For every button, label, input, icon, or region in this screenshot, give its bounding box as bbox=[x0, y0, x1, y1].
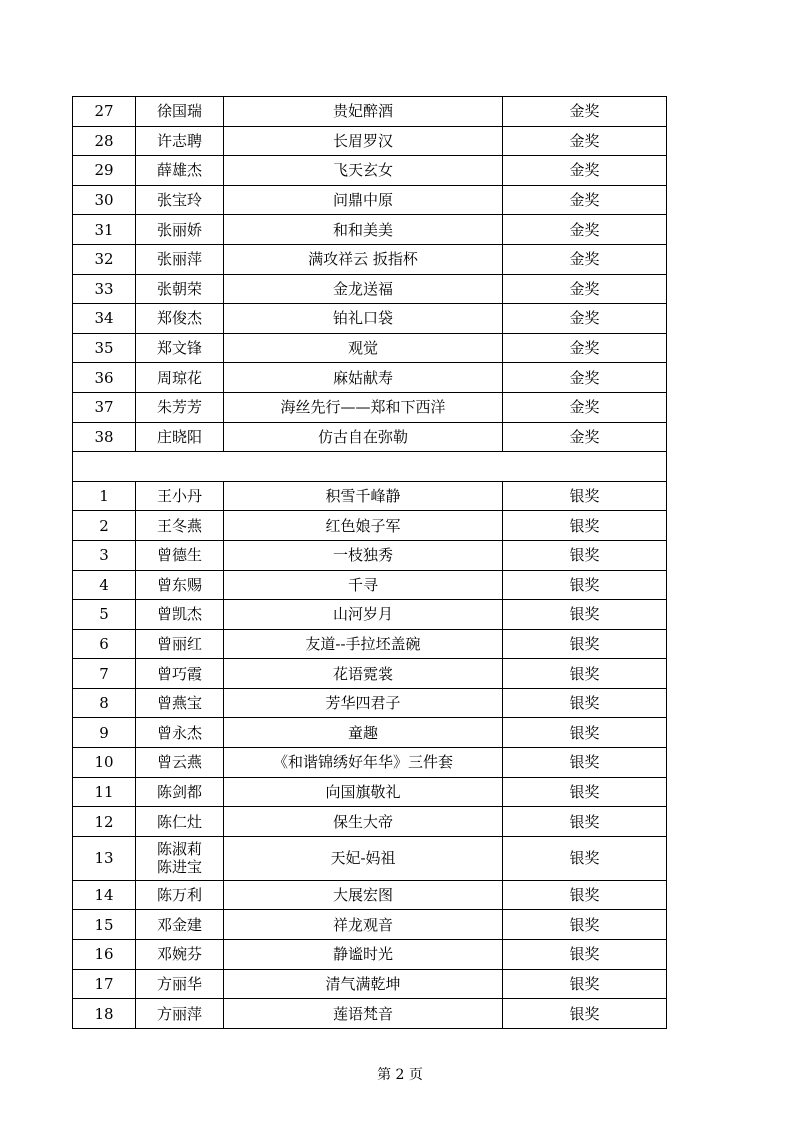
work-title: 山河岁月 bbox=[224, 600, 503, 630]
table-row bbox=[73, 511, 667, 541]
table-row bbox=[73, 570, 667, 600]
participant-name: 张丽萍 bbox=[136, 244, 224, 274]
award-level: 金奖 bbox=[503, 126, 667, 156]
row-number: 32 bbox=[73, 244, 136, 274]
work-title: 天妃-妈祖 bbox=[224, 836, 503, 880]
table-row bbox=[73, 156, 667, 186]
participant-name: 陈万利 bbox=[136, 880, 224, 910]
work-title: 海丝先行——郑和下西洋 bbox=[224, 392, 503, 422]
table-row bbox=[73, 126, 667, 156]
participant-name: 薛雄杰 bbox=[136, 156, 224, 186]
participant-name: 曾德生 bbox=[136, 540, 224, 570]
award-level: 银奖 bbox=[503, 999, 667, 1029]
participant-name: 曾丽红 bbox=[136, 629, 224, 659]
table-row bbox=[73, 540, 667, 570]
row-number: 33 bbox=[73, 274, 136, 304]
row-number: 7 bbox=[73, 659, 136, 689]
work-title: 铂礼口袋 bbox=[224, 304, 503, 334]
award-level: 金奖 bbox=[503, 422, 667, 452]
work-title: 飞天玄女 bbox=[224, 156, 503, 186]
participant-name: 张宝玲 bbox=[136, 185, 224, 215]
row-number: 31 bbox=[73, 215, 136, 245]
award-level: 银奖 bbox=[503, 600, 667, 630]
table-row bbox=[73, 940, 667, 970]
award-level: 金奖 bbox=[503, 244, 667, 274]
awards-table bbox=[72, 96, 667, 1029]
participant-name: 许志聘 bbox=[136, 126, 224, 156]
table-row bbox=[73, 910, 667, 940]
row-number: 34 bbox=[73, 304, 136, 334]
participant-name: 徐国瑞 bbox=[136, 97, 224, 127]
table-row bbox=[73, 185, 667, 215]
row-number: 18 bbox=[73, 999, 136, 1029]
row-number: 28 bbox=[73, 126, 136, 156]
table-row bbox=[73, 392, 667, 422]
award-level: 银奖 bbox=[503, 880, 667, 910]
award-level: 金奖 bbox=[503, 215, 667, 245]
work-title: 长眉罗汉 bbox=[224, 126, 503, 156]
participant-name: 曾凯杰 bbox=[136, 600, 224, 630]
page-footer: 第 2 页 bbox=[377, 1067, 423, 1083]
section-gap-row bbox=[73, 452, 667, 482]
award-level: 金奖 bbox=[503, 363, 667, 393]
work-title: 仿古自在弥勒 bbox=[224, 422, 503, 452]
work-title: 大展宏图 bbox=[224, 880, 503, 910]
section-gap-cell bbox=[73, 452, 667, 482]
award-level: 银奖 bbox=[503, 969, 667, 999]
row-number: 2 bbox=[73, 511, 136, 541]
award-level: 银奖 bbox=[503, 570, 667, 600]
participant-name: 方丽华 bbox=[136, 969, 224, 999]
row-number: 29 bbox=[73, 156, 136, 186]
table-row bbox=[73, 600, 667, 630]
row-number: 4 bbox=[73, 570, 136, 600]
work-title: 保生大帝 bbox=[224, 807, 503, 837]
work-title: 祥龙观音 bbox=[224, 910, 503, 940]
award-level: 银奖 bbox=[503, 807, 667, 837]
row-number: 14 bbox=[73, 880, 136, 910]
row-number: 5 bbox=[73, 600, 136, 630]
participant-name: 陈仁灶 bbox=[136, 807, 224, 837]
work-title: 芳华四君子 bbox=[224, 688, 503, 718]
award-level: 银奖 bbox=[503, 940, 667, 970]
work-title: 清气满乾坤 bbox=[224, 969, 503, 999]
award-level: 金奖 bbox=[503, 97, 667, 127]
participant-name: 朱芳芳 bbox=[136, 392, 224, 422]
work-title: 和和美美 bbox=[224, 215, 503, 245]
award-level: 银奖 bbox=[503, 659, 667, 689]
award-level: 银奖 bbox=[503, 748, 667, 778]
table-row bbox=[73, 304, 667, 334]
work-title: 花语霓裳 bbox=[224, 659, 503, 689]
award-level: 金奖 bbox=[503, 333, 667, 363]
participant-name: 周琼花 bbox=[136, 363, 224, 393]
table-row bbox=[73, 215, 667, 245]
work-title: 友道--手拉坯盖碗 bbox=[224, 629, 503, 659]
award-level: 金奖 bbox=[503, 392, 667, 422]
work-title: 积雪千峰静 bbox=[224, 481, 503, 511]
award-level: 银奖 bbox=[503, 688, 667, 718]
participant-name: 庄晓阳 bbox=[136, 422, 224, 452]
table-row bbox=[73, 999, 667, 1029]
participant-name: 曾巧霞 bbox=[136, 659, 224, 689]
work-title: 《和谐锦绣好年华》三件套 bbox=[224, 748, 503, 778]
table-row bbox=[73, 244, 667, 274]
participant-name: 张朝荣 bbox=[136, 274, 224, 304]
table-row bbox=[73, 422, 667, 452]
participant-name: 张丽娇 bbox=[136, 215, 224, 245]
row-number: 3 bbox=[73, 540, 136, 570]
row-number: 27 bbox=[73, 97, 136, 127]
award-level: 银奖 bbox=[503, 777, 667, 807]
participant-name: 曾云燕 bbox=[136, 748, 224, 778]
participant-name: 郑文锋 bbox=[136, 333, 224, 363]
participant-name: 陈进宝 bbox=[156, 858, 202, 877]
table-row bbox=[73, 777, 667, 807]
row-number: 15 bbox=[73, 910, 136, 940]
work-title: 贵妃醉酒 bbox=[224, 97, 503, 127]
participant-name: 王小丹 bbox=[136, 481, 224, 511]
work-title: 麻姑献寿 bbox=[224, 363, 503, 393]
table-row bbox=[73, 363, 667, 393]
participant-name: 曾燕宝 bbox=[136, 688, 224, 718]
participant-name: 陈淑莉 bbox=[156, 840, 202, 859]
row-number: 9 bbox=[73, 718, 136, 748]
award-level: 金奖 bbox=[503, 156, 667, 186]
participant-name: 邓婉芬 bbox=[136, 940, 224, 970]
row-number: 30 bbox=[73, 185, 136, 215]
award-level: 银奖 bbox=[503, 481, 667, 511]
table-row bbox=[73, 836, 667, 880]
participant-names bbox=[136, 836, 224, 880]
work-title: 一枝独秀 bbox=[224, 540, 503, 570]
participant-name: 曾东赐 bbox=[136, 570, 224, 600]
work-title: 童趣 bbox=[224, 718, 503, 748]
award-level: 金奖 bbox=[503, 185, 667, 215]
work-title: 金龙送福 bbox=[224, 274, 503, 304]
table-row bbox=[73, 748, 667, 778]
table-row bbox=[73, 969, 667, 999]
row-number: 37 bbox=[73, 392, 136, 422]
participant-name: 邓金建 bbox=[136, 910, 224, 940]
award-level: 银奖 bbox=[503, 910, 667, 940]
award-level: 金奖 bbox=[503, 304, 667, 334]
work-title: 千寻 bbox=[224, 570, 503, 600]
participant-name: 方丽萍 bbox=[136, 999, 224, 1029]
participant-name: 王冬燕 bbox=[136, 511, 224, 541]
award-level: 银奖 bbox=[503, 629, 667, 659]
table-row bbox=[73, 481, 667, 511]
row-number: 17 bbox=[73, 969, 136, 999]
table-row bbox=[73, 718, 667, 748]
row-number: 35 bbox=[73, 333, 136, 363]
table-row bbox=[73, 333, 667, 363]
participant-name: 曾永杰 bbox=[136, 718, 224, 748]
row-number: 6 bbox=[73, 629, 136, 659]
work-title: 红色娘子军 bbox=[224, 511, 503, 541]
table-row bbox=[73, 807, 667, 837]
award-level: 银奖 bbox=[503, 718, 667, 748]
work-title: 满攻祥云 扳指杯 bbox=[224, 244, 503, 274]
table-row bbox=[73, 629, 667, 659]
work-title: 静谧时光 bbox=[224, 940, 503, 970]
row-number: 36 bbox=[73, 363, 136, 393]
row-number: 12 bbox=[73, 807, 136, 837]
table-row bbox=[73, 659, 667, 689]
table-row bbox=[73, 97, 667, 127]
award-level: 银奖 bbox=[503, 540, 667, 570]
row-number: 10 bbox=[73, 748, 136, 778]
work-title: 观觉 bbox=[224, 333, 503, 363]
award-level: 银奖 bbox=[503, 836, 667, 880]
table-row bbox=[73, 880, 667, 910]
awards-table-body bbox=[73, 97, 667, 1029]
award-level: 银奖 bbox=[503, 511, 667, 541]
row-number: 38 bbox=[73, 422, 136, 452]
table-row bbox=[73, 688, 667, 718]
row-number: 8 bbox=[73, 688, 136, 718]
work-title: 向国旗敬礼 bbox=[224, 777, 503, 807]
participant-name: 郑俊杰 bbox=[136, 304, 224, 334]
work-title: 莲语梵音 bbox=[224, 999, 503, 1029]
participant-name: 陈剑都 bbox=[136, 777, 224, 807]
table-row bbox=[73, 274, 667, 304]
row-number: 11 bbox=[73, 777, 136, 807]
award-level: 金奖 bbox=[503, 274, 667, 304]
row-number: 16 bbox=[73, 940, 136, 970]
row-number: 1 bbox=[73, 481, 136, 511]
row-number: 13 bbox=[73, 836, 136, 880]
work-title: 问鼎中原 bbox=[224, 185, 503, 215]
